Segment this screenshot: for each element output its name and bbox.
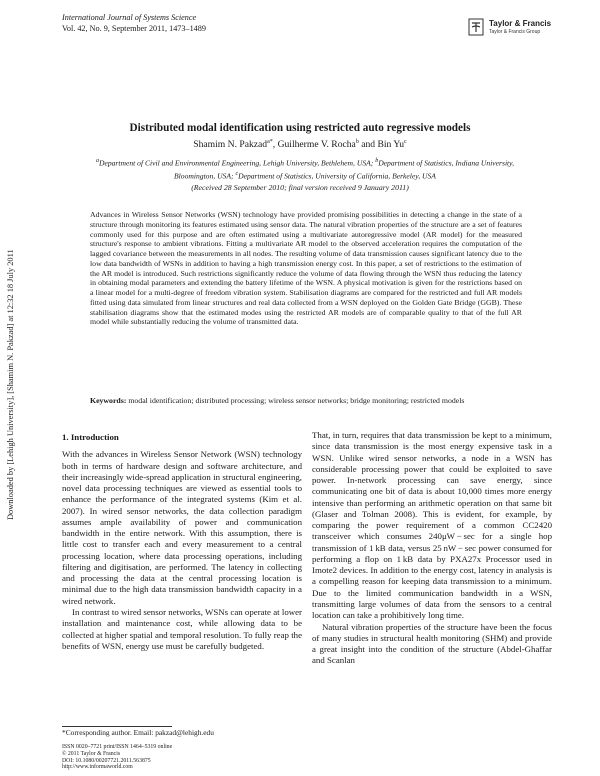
corresponding-author-footnote: *Corresponding author. Email: pakzad@lehigh.edu [62, 728, 214, 737]
keywords-label: Keywords: [90, 396, 127, 405]
download-notice: Downloaded by [Lehigh University], [Shamim N. Pakzad] at 12:32 18 July 2011 [6, 249, 15, 520]
publication-identifiers [62, 744, 172, 771]
author-name: Bin Yu [377, 139, 405, 151]
author-name: Shamim N. Pakzad [193, 139, 268, 151]
affiliations [80, 156, 530, 182]
journal-name: International Journal of Systems Science [62, 13, 197, 22]
body-left-column [62, 432, 302, 652]
author-list [0, 139, 600, 150]
copyright-line: © 2011 Taylor & Francis [62, 750, 121, 757]
issn-line: ISSN 0020–7721 print/ISSN 1464–5319 online [62, 744, 173, 750]
affiliation-text: Department of Civil and Environmental Engineering, Lehigh University, Bethlehem, USA; [98, 158, 376, 168]
journal-issue: Vol. 42, No. 9, September 2011, 1473–1489 [62, 24, 206, 33]
body-paragraph: With the advances in Wireless Sensor Network (WSN) technology both in terms of hardware design and software architecture, and their increasingly wide-spread application in structural engineering, novel data processing techniques are viewed as essential tools to enhance the performance of the integrated systems (Kim et al. 2007). In wired sensor networks, the data collection paradigm assumes ample availability of power and communication bandwidth in the entire network. With this assumption, there is little cost to transfer each and every measurement to a central processing location, where data processing operations, including filtering and digitisation, are performed. The latency in collecting and processing the data at the central processing location is minimal due to the high data transmission bandwidth capacity in a wired network. [62, 449, 302, 606]
author-marker: b [355, 139, 359, 145]
publisher-logo[interactable] [467, 16, 552, 42]
author-marker: c [404, 139, 407, 145]
keywords-text: modal identification; distributed processing; wireless sensor networks; bridge monitoring; restricted models [126, 396, 465, 405]
keywords [90, 396, 522, 406]
abstract: Advances in Wireless Sensor Networks (WSN) technology have provided promising possibilities in detecting a change in the state of a structure through monitoring its features estimated using sensor data. The natural vibration properties of the structure are a set of features commonly used for this purpose and are often estimated using a multivariate autoregressive model (AR model) for the measured structure's response to ambient vibrations. Fitting a multivariate AR model to the observed acceleration requires the computation of the lagged covariance between the measurements in all nodes. The resulting volume of data transmission causes significant latency due to the low data bandwidth of WSNs in addition to having a high transmission energy cost. In this paper, a set of restrictions to the estimation of the AR model is introduced. Such restrictions significantly reduce the volume of data flowing through the WSN thus reducing the latency in obtaining modal parameters and extending the battery lifetime of the WSN. A physical motivation is given for the restrictions based on a linear model for a multi-degree of freedom vibration system. Stabilisation diagrams are compared for the restricted and full AR models fitted using data simulated from linear structures and real data collected from a WSN deployed on the Golden Gate Bridge (GGB). These stabilisation diagrams show that the estimated modes using the restricted AR models are of comparable quality to that of the full AR model while substantially reducing the volume of transmitted data. [90, 210, 522, 327]
paper-title: Distributed modal identification using restricted auto regressive models [129, 122, 471, 134]
author-separator: , [272, 139, 278, 151]
author-name: Guilherme V. Rocha [277, 139, 356, 151]
website-link[interactable]: http://www.informaworld.com [62, 764, 133, 771]
received-dates: (Received 28 September 2010; final version received 9 January 2011) [191, 183, 409, 192]
affiliation-marker: a [95, 158, 99, 164]
body-paragraph: That, in turn, requires that data transmission be kept to a minimum, since data transmission is the most energy expensive task in a WSN. Unlike wired sensor networks, a node in a WSN has considerable processing power that could be exploited to save power. In-network processing can save energy, since communicating one bit of data is about 10,000 times more energy intensive than performing an arithmetic operation on that same bit (Glaser and Tolman 2008). This is evident, for example, by comparing the power requirement of a common CC2420 transceiver which consumes 240μW − sec for a single hop transmission of 1 kB data, versus 25 nW − sec power consumed for performing a flop on 1 kB data by PXA27x Processor used in Imote2 devices. In addition to the energy cost, latency in analysis is a compelling reason for keeping data transmission to a minimum. Due to the limited communication bandwidth in a WSN, transmitting large volumes of data from the sensors to a central location can take a prohibitively long time. [312, 430, 552, 621]
doi-line: DOI: 10.1080/00207721.2011.563875 [62, 757, 151, 764]
section-heading: 1. Introduction [62, 432, 119, 442]
publisher-name: Taylor & Francis [489, 19, 552, 28]
publisher-tagline: Taylor & Francis Group [489, 29, 541, 35]
body-paragraph: In contrast to wired sensor networks, WSNs can operate at lower installation and maintenance cost, while allowing data to be collected at higher spatial and temporal resolution. To fully reap the benefits of WSN, energy use must be carefully budgeted. [62, 606, 302, 651]
affiliation-text: Department of Statistics, Indiana University, Bloomington, USA; [174, 158, 515, 181]
affiliation-text: Department of Statistics, University of California, Berkeley, USA [238, 171, 436, 181]
affiliation-marker: b [375, 158, 379, 164]
footnote-rule [62, 726, 172, 727]
journal-header [62, 12, 206, 34]
taylor-francis-logo-icon [467, 16, 485, 38]
author-separator: and [358, 139, 378, 151]
affiliation-marker: c [235, 171, 239, 178]
body-right-column [312, 430, 552, 667]
author-marker: a* [267, 139, 273, 145]
body-paragraph: Natural vibration properties of the structure have been the focus of many studies in structural health monitoring (SHM) and provide a great insight into the condition of the structure (Abdel-Ghaffar and Scanlan [312, 621, 552, 666]
